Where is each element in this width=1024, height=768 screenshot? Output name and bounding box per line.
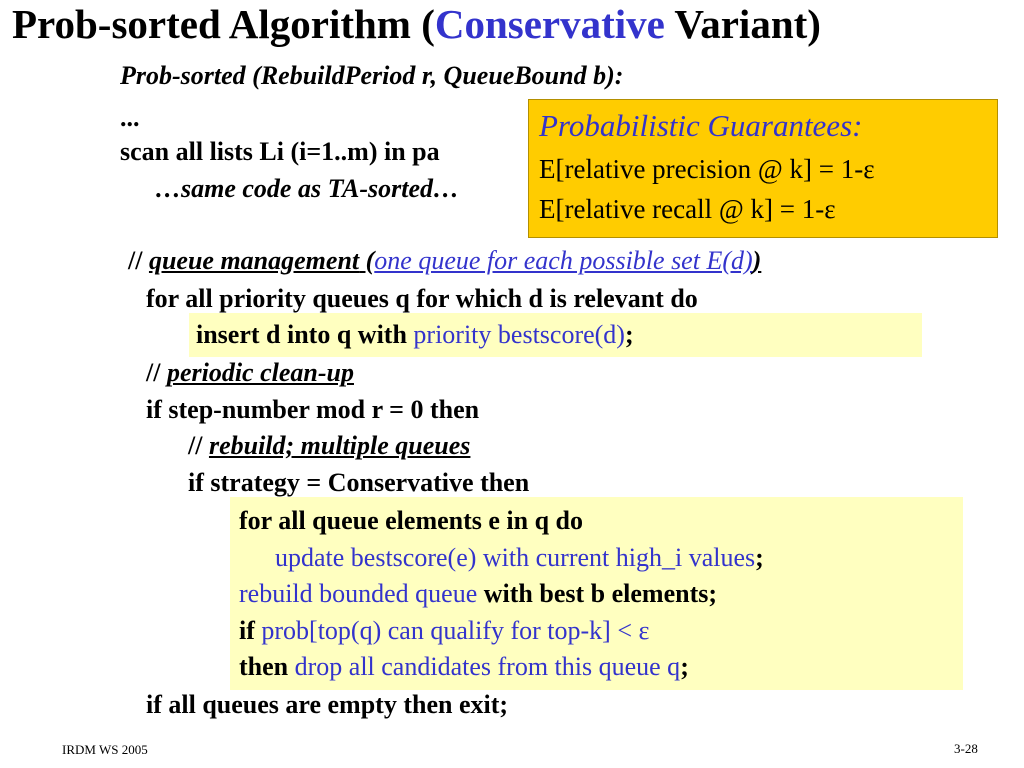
queue-comment	[128, 244, 761, 278]
prob-condition: prob[top(q) can qualify for top-k] < ε	[261, 616, 650, 645]
ellipsis-line: ...	[120, 103, 140, 132]
for-all-elements-line: for all queue elements e in q do	[239, 506, 584, 535]
title-part2: Variant)	[664, 1, 821, 47]
title-part1: Prob-sorted Algorithm (	[12, 1, 435, 47]
if-prob-line	[239, 614, 649, 648]
insert-text: insert d into q with	[196, 320, 414, 349]
comment-slashes: //	[128, 246, 149, 275]
if-word: if	[239, 616, 262, 645]
guarantees-box	[528, 99, 998, 238]
exit-line: if all queues are empty then exit;	[146, 690, 509, 719]
paren-open: (	[359, 246, 375, 275]
for-all-queues-line: for all priority queues q for which d is relevant do	[146, 284, 698, 313]
cleanup-slashes: //	[146, 358, 167, 387]
drop-end: ;	[680, 652, 689, 681]
insert-priority: priority bestscore(d)	[413, 320, 625, 349]
rebuild-comment-text: rebuild; multiple queues	[208, 431, 471, 460]
insert-end: ;	[624, 320, 634, 349]
if-step-line: if step-number mod r = 0 then	[146, 395, 480, 424]
then-drop-line	[239, 650, 689, 684]
footer-page-number: 3-28	[954, 741, 978, 756]
footer-course: IRDM WS 2005	[62, 742, 148, 757]
rebuild-queue-text: rebuild bounded queue	[239, 579, 478, 608]
scan-line: scan all lists Li (i=1..m) in pa	[120, 137, 440, 166]
update-text: update bestscore(e) with current high_i values	[275, 543, 756, 572]
then-word: then	[239, 652, 295, 681]
if-strategy-line: if strategy = Conservative then	[188, 468, 530, 497]
drop-text: drop all candidates from this queue q	[294, 652, 681, 681]
rebuild-line	[239, 577, 717, 611]
guarantee-recall: E[relative recall @ k] = 1-ε	[539, 194, 836, 224]
guarantee-precision: E[relative precision @ k] = 1-ε	[539, 154, 875, 184]
rebuild-comment	[188, 429, 470, 463]
cleanup-comment	[146, 356, 354, 390]
same-code-line: …same code as TA-sorted…	[155, 174, 460, 203]
update-end: ;	[755, 543, 764, 572]
guarantees-heading: Probabilistic Guarantees:	[539, 108, 863, 143]
insert-line	[196, 318, 634, 352]
slide-title	[12, 0, 821, 48]
rebuild-slashes: //	[188, 431, 209, 460]
queue-comment-text: queue management	[148, 246, 360, 275]
cleanup-comment-text: periodic clean-up	[166, 358, 354, 387]
queue-comment-blue: one queue for each possible set E(d)	[374, 246, 753, 275]
title-highlight: Conservative	[434, 1, 665, 47]
rebuild-best-text: with best b elements;	[477, 579, 718, 608]
update-line	[275, 541, 764, 575]
paren-close: )	[752, 246, 762, 275]
signature-line: Prob-sorted (RebuildPeriod r, QueueBound b):	[120, 61, 624, 90]
